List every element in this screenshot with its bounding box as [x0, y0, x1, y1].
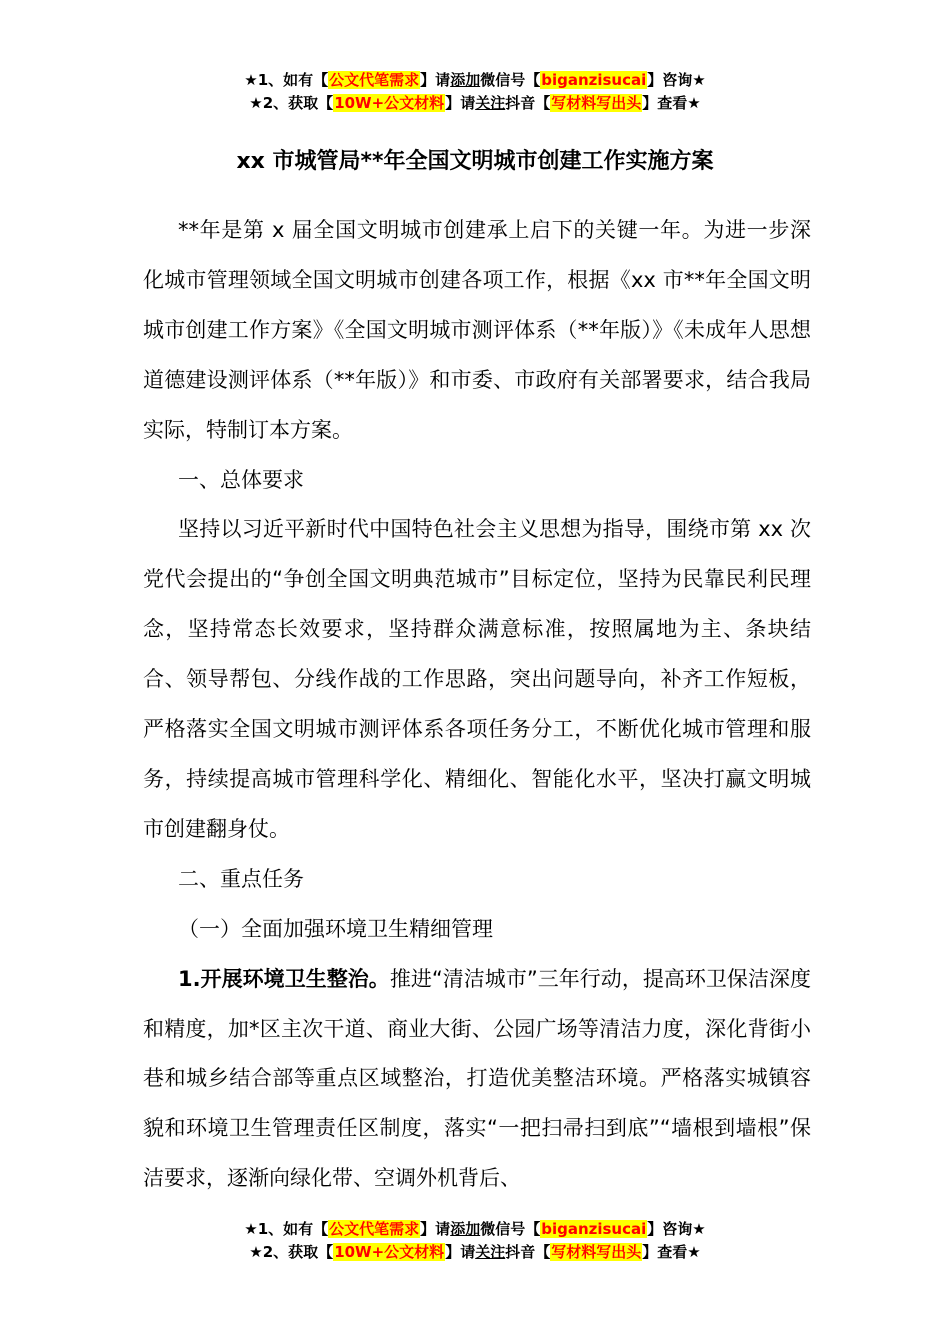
promo-text: 】请 [420, 1220, 451, 1238]
document-title: xx 市城管局**年全国文明城市创建工作实施方案 [236, 149, 714, 174]
section-heading-general-requirements: 一、总体要求 [178, 467, 304, 492]
promo-text: ★2、获取【 [249, 94, 334, 112]
intro-paragraph: **年是第 x 届全国文明城市创建承上启下的关键一年。为进一步深化城市管理领域全国文明城市创建各项工作，根据《xx 市**年全国文明城市创建工作方案》《全国文明城市测评体系（**年版）》《未成年人思想道德建设测评体系（**年版）》和市委、市政府有关部署要求，结合我局实际，特制订本方案。 [143, 218, 811, 442]
promo-underlined-text: 关注 [475, 94, 506, 112]
promo-text: 抖音【 [505, 1243, 551, 1261]
promo-highlight: 公文代笔需求 [329, 1220, 420, 1238]
promo-banner-top [0, 69, 950, 115]
promo-wechat-id: biganzisucai [541, 71, 647, 89]
promo-wechat-id: biganzisucai [541, 1220, 647, 1238]
promo-text: 】查看★ [642, 94, 701, 112]
promo-text: ★1、如有【 [244, 1220, 329, 1238]
document-body [143, 206, 811, 1204]
promo-douyin-id: 写材料写出头 [551, 1243, 642, 1261]
promo-text: 】请 [445, 94, 476, 112]
promo-underlined-text: 关注 [475, 1243, 506, 1261]
promo-highlight: 公文代笔需求 [329, 71, 420, 89]
promo-underlined-text: 添加 [450, 71, 481, 89]
task-item-1 [143, 955, 811, 1205]
promo-banner-bottom [0, 1218, 950, 1264]
general-requirements-paragraph: 坚持以习近平新时代中国特色社会主义思想为指导，围绕市第 xx 次党代会提出的“争创全国文明典范城市”目标定位，坚持为民靠民利民理念，坚持常态长效要求，坚持群众满意标准，按照属地为主、条块结合、领导帮包、分线作战的工作思路，突出问题导向，补齐工作短板，严格落实全国文明城市测评体系各项任务分工，不断优化城市管理和服务，持续提高城市管理科学化、精细化、智能化水平，坚决打赢文明城市创建翻身仗。 [143, 517, 811, 841]
promo-underlined-text: 添加 [450, 1220, 481, 1238]
promo-text: 抖音【 [505, 94, 551, 112]
task-item-1-label: 1.开展环境卫生整治。 [178, 966, 390, 991]
promo-douyin-id: 写材料写出头 [551, 94, 642, 112]
section-heading-key-tasks: 二、重点任务 [178, 866, 304, 891]
promo-text: 】请 [445, 1243, 476, 1261]
promo-text: 微信号【 [480, 71, 541, 89]
promo-text: ★2、获取【 [249, 1243, 334, 1261]
promo-text: 】咨询★ [647, 71, 706, 89]
promo-text: 】请 [420, 71, 451, 89]
promo-highlight: 10W+公文材料 [334, 1243, 445, 1261]
promo-line-2 [0, 1241, 950, 1264]
promo-line-1 [0, 1218, 950, 1241]
promo-text: 】查看★ [642, 1243, 701, 1261]
task-item-1-text: 推进“清洁城市”三年行动，提高环卫保洁深度和精度，加*区主次干道、商业大街、公园广场等清洁力度，深化背街小巷和城乡结合部等重点区域整治，打造优美整洁环境。严格落实城镇容貌和环境卫生管理责任区制度，落实“一把扫帚扫到底”“墙根到墙根”保洁要求，逐渐向绿化带、空调外机背后、 [143, 966, 811, 1191]
subsection-heading-sanitation: （一）全面加强环境卫生精细管理 [178, 916, 493, 941]
promo-text: ★1、如有【 [244, 71, 329, 89]
promo-text: 】咨询★ [647, 1220, 706, 1238]
promo-highlight: 10W+公文材料 [334, 94, 445, 112]
promo-text: 微信号【 [480, 1220, 541, 1238]
promo-line-1 [0, 69, 950, 92]
promo-line-2 [0, 92, 950, 115]
